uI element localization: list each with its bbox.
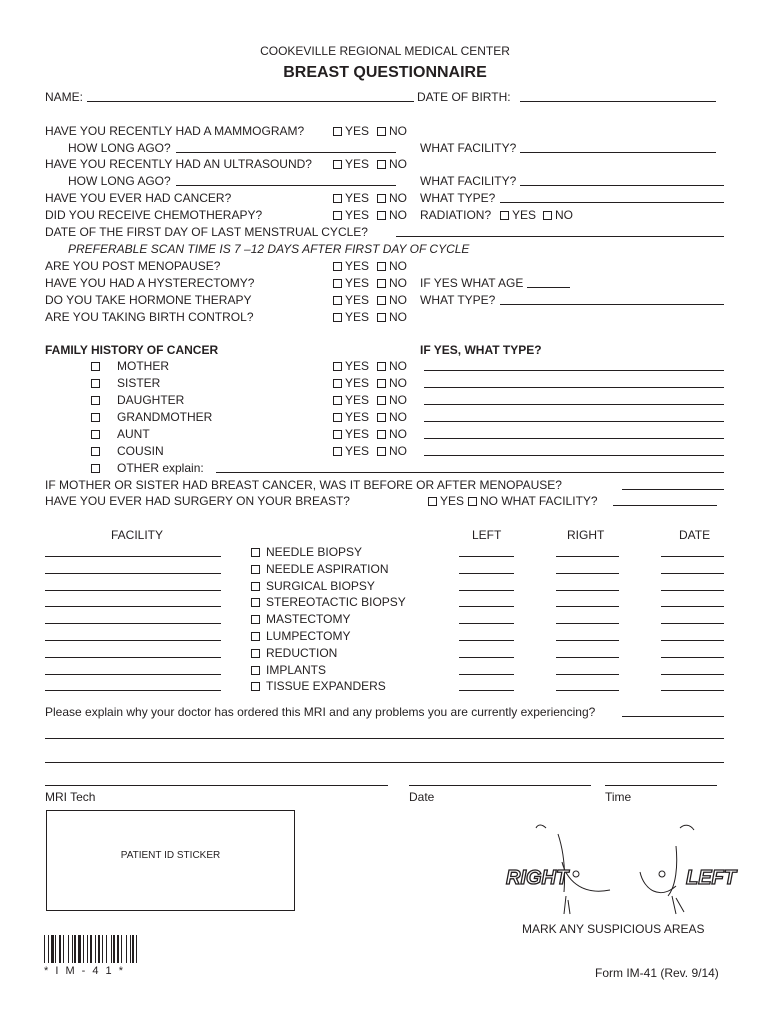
procedure-label: NEEDLE ASPIRATION (266, 561, 389, 576)
signature-time-label: Time (605, 790, 632, 804)
procedure-facility-field[interactable] (45, 606, 221, 607)
barcode-bar (68, 935, 69, 963)
barcode-bar (136, 935, 137, 963)
relative-yes-checkbox[interactable] (333, 430, 342, 439)
cancer-no-label: NO (389, 191, 407, 205)
form-title: BREAST QUESTIONNAIRE (283, 64, 487, 81)
menstrual-question: DATE OF THE FIRST DAY OF LAST MENSTRUAL CYCLE? (45, 225, 368, 239)
relative-no-label: NO (389, 376, 407, 390)
other-relative-label: OTHER explain: (117, 461, 204, 475)
mri-reason-field-3[interactable] (45, 762, 724, 763)
menopause-question: ARE YOU POST MENOPAUSE? (45, 259, 221, 273)
relative-yes-checkbox[interactable] (333, 362, 342, 371)
procedure-label: LUMPECTOMY (266, 629, 351, 643)
procedure-facility-field[interactable] (45, 674, 221, 675)
barcode-bar (106, 935, 107, 963)
radiation-question: RADIATION? (420, 208, 492, 222)
relative-label: DAUGHTER (117, 393, 185, 407)
relative-checkbox[interactable] (91, 413, 100, 422)
barcode-bar (130, 935, 131, 963)
right-breast-top-contour (536, 825, 546, 828)
barcode-bar (111, 935, 112, 963)
menstrual-date-field[interactable] (396, 236, 724, 237)
procedure-left-field[interactable] (459, 556, 514, 557)
relative-yes-checkbox[interactable] (333, 396, 342, 405)
barcode-bar (87, 935, 88, 963)
procedure-date-field[interactable] (661, 556, 724, 557)
birth-control-no-label: NO (389, 310, 407, 324)
mammogram-how-long-label: HOW LONG AGO? (68, 141, 171, 155)
menopause-no-checkbox[interactable] (377, 262, 386, 271)
procedure-right-field[interactable] (556, 573, 619, 574)
radiation-no-label: NO (555, 208, 573, 222)
left-breast-top-contour (680, 825, 694, 830)
procedure-date-field[interactable] (661, 690, 724, 691)
procedure-left-field[interactable] (459, 690, 514, 691)
procedure-left-field[interactable] (459, 640, 514, 641)
mammogram-no-label: NO (389, 124, 407, 138)
procedure-facility-field[interactable] (45, 556, 221, 557)
hormone-question: DO YOU TAKE HORMONE THERAPY (45, 293, 252, 307)
procedure-date-field[interactable] (661, 674, 724, 675)
relative-yes-label: YES (345, 444, 370, 458)
procedure-right-field[interactable] (556, 606, 619, 607)
mammogram-yes-label: YES (345, 124, 370, 138)
procedure-date-field[interactable] (661, 640, 724, 641)
hormone-no-checkbox[interactable] (377, 296, 386, 305)
ultrasound-how-long-label: HOW LONG AGO? (68, 174, 171, 188)
hysterectomy-yes-checkbox[interactable] (333, 279, 342, 288)
procedure-checkbox[interactable] (251, 666, 260, 675)
breast-diagram[interactable] (500, 816, 736, 928)
hysterectomy-yes-label: YES (345, 276, 370, 290)
procedure-label: TISSUE EXPANDERS (266, 679, 386, 694)
relative-yes-checkbox[interactable] (333, 447, 342, 456)
barcode-bar (90, 935, 92, 963)
right-arrow-stem (564, 896, 570, 914)
relative-no-checkbox[interactable] (377, 379, 386, 388)
hormone-no-label: NO (389, 293, 407, 307)
mri-tech-field[interactable] (45, 785, 388, 786)
relative-cancer-type-field[interactable] (424, 438, 724, 439)
barcode-bar (48, 935, 49, 963)
relative-yes-label: YES (345, 410, 370, 424)
relative-cancer-type-field[interactable] (424, 455, 724, 456)
barcode-bar (83, 935, 84, 963)
cancer-yes-checkbox[interactable] (333, 194, 342, 203)
barcode-bar (51, 935, 54, 963)
mammogram-question: HAVE YOU RECENTLY HAD A MAMMOGRAM? (45, 124, 305, 138)
ultrasound-no-label: NO (389, 157, 407, 171)
relative-yes-label: YES (345, 393, 370, 407)
relative-cancer-type-field[interactable] (424, 421, 724, 422)
hormone-type-label: WHAT TYPE? (420, 293, 496, 307)
relative-no-checkbox[interactable] (377, 396, 386, 405)
barcode-bar (121, 935, 122, 963)
organization-name: COOKEVILLE REGIONAL MEDICAL CENTER (260, 44, 510, 58)
hysterectomy-age-field[interactable] (527, 287, 570, 288)
barcode-bar (44, 935, 45, 963)
relative-checkbox[interactable] (91, 396, 100, 405)
patient-id-sticker-label: PATIENT ID STICKER (120, 850, 221, 861)
procedure-label: MASTECTOMY (266, 612, 351, 627)
ultrasound-no-checkbox[interactable] (377, 160, 386, 169)
hysterectomy-question: HAVE YOU HAD A HYSTERECTOMY? (45, 276, 255, 290)
hysterectomy-age-label: IF YES WHAT AGE (420, 276, 524, 290)
breast-surgery-facility-field[interactable] (613, 505, 717, 506)
right-side-label: RIGHT (506, 867, 569, 889)
cancer-yes-label: YES (345, 191, 370, 205)
relative-no-checkbox[interactable] (377, 447, 386, 456)
chemo-yes-label: YES (345, 208, 370, 222)
relative-yes-checkbox[interactable] (333, 413, 342, 422)
other-relative-field[interactable] (216, 472, 724, 473)
relative-no-checkbox[interactable] (377, 362, 386, 371)
barcode-bar (102, 935, 103, 963)
cancer-type-label: WHAT TYPE? (420, 191, 496, 205)
relative-yes-label: YES (345, 376, 370, 390)
hormone-type-field[interactable] (500, 304, 724, 305)
procedure-checkbox[interactable] (251, 615, 260, 624)
relative-yes-label: YES (345, 427, 370, 441)
name-label: NAME: (45, 90, 84, 104)
breast-surgery-question: HAVE YOU EVER HAD SURGERY ON YOUR BREAST? (45, 494, 350, 508)
procedure-left-field[interactable] (459, 623, 514, 624)
barcode-bar (74, 935, 76, 963)
breast-surgery-facility-label: NO WHAT FACILITY? (480, 494, 598, 508)
cancer-no-checkbox[interactable] (377, 194, 386, 203)
procedure-checkbox[interactable] (251, 598, 260, 607)
date-column-header: DATE (679, 528, 711, 542)
procedure-label: SURGICAL BIOPSY (266, 578, 375, 593)
ultrasound-yes-label: YES (345, 157, 370, 171)
breast-surgery-yes-checkbox[interactable] (428, 497, 437, 506)
procedure-label: REDUCTION (266, 645, 338, 660)
birth-control-yes-checkbox[interactable] (333, 313, 342, 322)
form-barcode (44, 935, 186, 963)
mri-tech-label: MRI Tech (45, 790, 96, 804)
signature-date-label: Date (409, 790, 435, 804)
procedure-right-field[interactable] (556, 657, 619, 658)
procedure-checkbox[interactable] (251, 632, 260, 641)
mammogram-facility-label: WHAT FACILITY? (420, 141, 517, 155)
relative-cancer-type-field[interactable] (424, 387, 724, 388)
relative-checkbox[interactable] (91, 362, 100, 371)
barcode-bar (72, 935, 73, 963)
barcode-bar (78, 935, 81, 963)
procedure-checkbox[interactable] (251, 682, 260, 691)
procedure-right-field[interactable] (556, 623, 619, 624)
procedure-facility-field[interactable] (45, 623, 221, 624)
relative-cancer-type-field[interactable] (424, 404, 724, 405)
procedure-right-field[interactable] (556, 690, 619, 691)
mri-reason-field-1[interactable] (622, 716, 724, 717)
procedure-date-field[interactable] (661, 590, 724, 591)
cancer-type-heading: IF YES, WHAT TYPE? (420, 343, 542, 357)
hormone-yes-checkbox[interactable] (333, 296, 342, 305)
right-column-header: RIGHT (567, 528, 605, 542)
procedure-left-field[interactable] (459, 657, 514, 658)
birth-control-question: ARE YOU TAKING BIRTH CONTROL? (45, 310, 254, 324)
procedure-facility-field[interactable] (45, 657, 221, 658)
barcode-bar (132, 935, 134, 963)
procedure-facility-field[interactable] (45, 590, 221, 591)
chemo-no-checkbox[interactable] (377, 211, 386, 220)
name-field[interactable] (87, 101, 414, 102)
left-side-label: LEFT (686, 867, 736, 889)
facility-column-header: FACILITY (111, 528, 164, 542)
mammogram-facility-field[interactable] (520, 152, 716, 153)
relative-no-label: NO (389, 410, 407, 424)
radiation-no-checkbox[interactable] (543, 211, 552, 220)
relative-no-label: NO (389, 427, 407, 441)
signature-time-field[interactable] (605, 785, 717, 786)
ultrasound-facility-field[interactable] (520, 185, 724, 186)
procedure-label: IMPLANTS (266, 662, 327, 677)
relative-no-checkbox[interactable] (377, 413, 386, 422)
relative-no-label: NO (389, 393, 407, 407)
breast-surgery-no-checkbox[interactable] (468, 497, 477, 506)
procedure-left-field[interactable] (459, 606, 514, 607)
relative-checkbox[interactable] (91, 379, 100, 388)
procedure-facility-field[interactable] (45, 640, 221, 641)
procedure-date-field[interactable] (661, 606, 724, 607)
relative-cancer-type-field[interactable] (424, 370, 724, 371)
ultrasound-facility-label: WHAT FACILITY? (420, 174, 517, 188)
hysterectomy-no-label: NO (389, 276, 407, 290)
procedure-checkbox[interactable] (251, 649, 260, 658)
relative-menopause-question: IF MOTHER OR SISTER HAD BREAST CANCER, WAS IT BEFORE OR AFTER MENOPAUSE? (45, 478, 562, 492)
form-id: Form IM-41 (Rev. 9/14) (595, 966, 719, 980)
procedure-right-field[interactable] (556, 590, 619, 591)
relative-label: GRANDMOTHER (117, 410, 213, 424)
relative-label: AUNT (117, 427, 150, 441)
other-relative-checkbox[interactable] (91, 464, 100, 473)
barcode-bar (95, 935, 96, 963)
procedure-right-field[interactable] (556, 640, 619, 641)
chemo-no-label: NO (389, 208, 407, 222)
mri-reason-prompt: Please explain why your doctor has ordered this MRI and any problems you are currently experiencing? (45, 705, 596, 719)
barcode-bar (59, 935, 61, 963)
birth-control-yes-label: YES (345, 310, 370, 324)
relative-yes-checkbox[interactable] (333, 379, 342, 388)
diagram-caption: MARK ANY SUSPICIOUS AREAS (522, 922, 705, 936)
relative-no-checkbox[interactable] (377, 430, 386, 439)
dob-label: DATE OF BIRTH: (417, 90, 511, 104)
barcode-text: * I M - 4 1 * (44, 965, 126, 977)
left-arrow-stem (672, 896, 684, 914)
procedure-date-field[interactable] (661, 623, 724, 624)
dob-field[interactable] (520, 101, 716, 102)
ultrasound-question: HAVE YOU RECENTLY HAD AN ULTRASOUND? (45, 157, 312, 171)
procedure-label: STEREOTACTIC BIOPSY (266, 595, 406, 610)
barcode-bar (63, 935, 64, 963)
cancer-type-field[interactable] (500, 202, 724, 203)
ultrasound-how-long-field[interactable] (176, 185, 396, 186)
left-breast-outline (640, 872, 676, 893)
procedure-left-field[interactable] (459, 590, 514, 591)
menopause-yes-checkbox[interactable] (333, 262, 342, 271)
procedure-left-field[interactable] (459, 573, 514, 574)
barcode-bar (98, 935, 100, 963)
procedure-left-field[interactable] (459, 674, 514, 675)
menopause-no-label: NO (389, 259, 407, 273)
birth-control-no-checkbox[interactable] (377, 313, 386, 322)
radiation-yes-checkbox[interactable] (500, 211, 509, 220)
relative-checkbox[interactable] (91, 447, 100, 456)
left-nipple (659, 871, 665, 877)
relative-no-label: NO (389, 444, 407, 458)
ultrasound-yes-checkbox[interactable] (333, 160, 342, 169)
barcode-bar (126, 935, 127, 963)
mammogram-no-checkbox[interactable] (377, 127, 386, 136)
procedure-facility-field[interactable] (45, 690, 221, 691)
relative-checkbox[interactable] (91, 430, 100, 439)
family-history-heading: FAMILY HISTORY OF CANCER (45, 343, 219, 357)
breast-surgery-yes-label: YES (440, 494, 465, 508)
barcode-bar (55, 935, 56, 963)
procedure-date-field[interactable] (661, 573, 724, 574)
procedure-checkbox[interactable] (251, 582, 260, 591)
cancer-question: HAVE YOU EVER HAD CANCER? (45, 191, 232, 205)
radiation-yes-label: YES (512, 208, 537, 222)
left-column-header: LEFT (472, 528, 502, 542)
scan-time-note: PREFERABLE SCAN TIME IS 7 –12 DAYS AFTER FIRST DAY OF CYCLE (68, 242, 470, 256)
relative-yes-label: YES (345, 359, 370, 373)
procedure-right-field[interactable] (556, 556, 619, 557)
menopause-yes-label: YES (345, 259, 370, 273)
relative-label: MOTHER (117, 359, 169, 373)
procedure-checkbox[interactable] (251, 548, 260, 557)
procedure-checkbox[interactable] (251, 565, 260, 574)
right-nipple (573, 871, 579, 877)
mammogram-yes-checkbox[interactable] (333, 127, 342, 136)
procedure-label: NEEDLE BIOPSY (266, 545, 363, 559)
relative-no-label: NO (389, 359, 407, 373)
barcode-bar (117, 935, 119, 963)
procedure-date-field[interactable] (661, 657, 724, 658)
chemo-question: DID YOU RECEIVE CHEMOTHERAPY? (45, 208, 263, 222)
relative-menopause-field[interactable] (622, 489, 724, 490)
right-breast-outline (562, 862, 610, 891)
relative-label: COUSIN (117, 444, 164, 458)
procedure-facility-field[interactable] (45, 573, 221, 574)
barcode-bar (113, 935, 115, 963)
signature-date-field[interactable] (409, 785, 591, 786)
procedure-right-field[interactable] (556, 674, 619, 675)
chemo-yes-checkbox[interactable] (333, 211, 342, 220)
relative-label: SISTER (117, 376, 161, 390)
hormone-yes-label: YES (345, 293, 370, 307)
patient-id-sticker-box (46, 810, 295, 911)
hysterectomy-no-checkbox[interactable] (377, 279, 386, 288)
mri-reason-field-2[interactable] (45, 738, 724, 739)
mammogram-how-long-field[interactable] (176, 152, 396, 153)
